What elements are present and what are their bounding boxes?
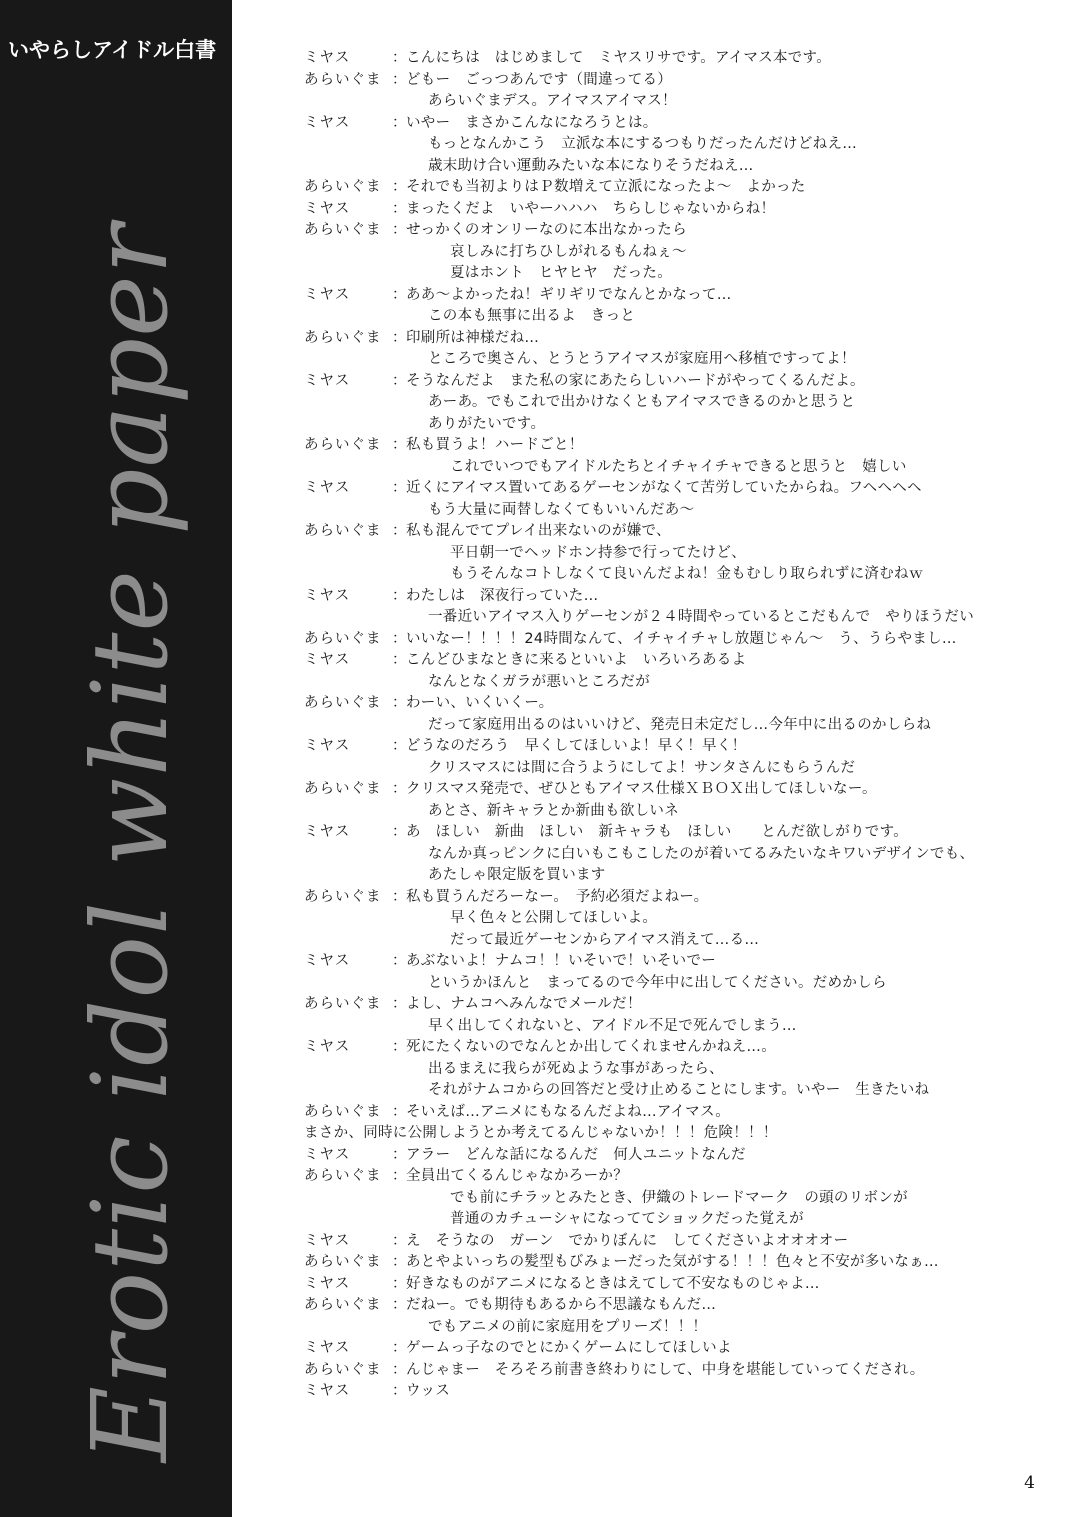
- dialogue-text: 早く出してくれないと、アイドル不足で死んでしまう…: [428, 1017, 797, 1034]
- dialogue-text: 全員出てくるんじゃなかろーか？: [406, 1168, 628, 1184]
- dialogue-line: [304, 1166, 1044, 1188]
- dialogue-line: [304, 285, 1044, 307]
- dialogue-line: [304, 629, 1044, 651]
- dialogue-line: [304, 951, 1044, 973]
- dialogue-line: [304, 521, 1044, 543]
- dialogue-colon: ：: [392, 71, 407, 88]
- dialogue-speaker: あらいぐま: [304, 1361, 382, 1378]
- dialogue-colon: ：: [392, 114, 407, 131]
- dialogue-line: [304, 1360, 1044, 1382]
- dialogue-text: あ ほしい 新曲 ほしい 新キャラも ほしい とんだ欲しがりです。: [406, 824, 909, 840]
- dialogue-speaker: あらいぐま: [304, 1297, 382, 1313]
- dialogue-colon: ：: [392, 1232, 407, 1249]
- dialogue-text: んじゃまー そろそろ前書き終わりにして、中身を堪能していってくだされ。: [406, 1361, 925, 1378]
- dialogue-speaker: あらいぐま: [304, 329, 382, 346]
- dialogue-colon: ：: [392, 523, 407, 539]
- dialogue-speaker: あらいぐま: [304, 71, 382, 88]
- dialogue-text: わーい、いくいくー。: [406, 695, 554, 711]
- dialogue-text: 早く色々と公開してほしいよ。: [450, 910, 658, 926]
- dialogue-colon: ：: [392, 1297, 407, 1313]
- dialogue-colon: ：: [392, 1275, 407, 1292]
- dialogue-line: [304, 1209, 1044, 1231]
- dialogue-speaker: あらいぐま: [304, 630, 382, 647]
- dialogue-line: [304, 1381, 1044, 1403]
- dialogue-text: え そうなの ガーン でかりぼんに してくださいよオオオオー: [406, 1232, 849, 1249]
- dialogue-line: [304, 91, 1044, 113]
- japanese-title: いやらしアイドル白書: [8, 38, 217, 62]
- dialogue-colon: ：: [392, 738, 407, 754]
- dialogue-colon: ：: [392, 587, 407, 604]
- dialogue-text: せっかくのオンリーなのに本出なかったら: [406, 222, 687, 238]
- dialogue-speaker: ミヤス: [304, 50, 351, 66]
- dialogue-line: [304, 758, 1044, 780]
- dialogue-colon: ：: [392, 1254, 407, 1270]
- dialogue-speaker: ミヤス: [304, 824, 351, 840]
- dialogue-colon: ：: [392, 888, 407, 905]
- dialogue-speaker: ミヤス: [304, 200, 351, 217]
- dialogue-text: これでいつでもアイドルたちとイチャイチャできると思うと 嬉しい: [450, 458, 907, 475]
- dialogue-colon: ：: [392, 652, 407, 668]
- dialogue-colon: ：: [392, 222, 407, 238]
- dialogue-line: [304, 1274, 1044, 1296]
- dialogue-speaker: ミヤス: [304, 738, 351, 754]
- dialogue-text: そいえば…アニメにもなるんだよね…アイマス。: [406, 1103, 731, 1120]
- english-title-container: [0, 0, 232, 1517]
- dialogue-text: ところで奥さん、とうとうアイマスが家庭用へ移植ですってよ！: [428, 351, 856, 367]
- dialogue-line: [304, 414, 1044, 436]
- dialogue-line: [304, 1295, 1044, 1317]
- dialogue-line: [304, 973, 1044, 995]
- dialogue-line: [304, 113, 1044, 135]
- dialogue-text: この本も無事に出るよ きっと: [428, 308, 636, 324]
- dialogue-colon: ：: [392, 630, 407, 647]
- dialogue-text: どもー ごっつあんです（間違ってる）: [406, 71, 673, 88]
- dialogue-line: [304, 435, 1044, 457]
- dialogue-colon: ：: [392, 437, 407, 453]
- dialogue-text: それでも当初よりはＰ数増えて立派になったよ〜 よかった: [406, 179, 806, 195]
- dialogue-line: [304, 457, 1044, 479]
- dialogue-line: [304, 1102, 1044, 1124]
- dialogue-speaker: ミヤス: [304, 1039, 351, 1055]
- dialogue-text: 印刷所は神様だね…: [406, 329, 540, 346]
- dialogue-line: [304, 48, 1044, 70]
- dialogue-speaker: ミヤス: [304, 286, 351, 303]
- dialogue-colon: ：: [392, 1103, 407, 1120]
- dialogue-line: [304, 1252, 1044, 1274]
- dialogue-colon: ：: [392, 1168, 407, 1184]
- dialogue-colon: ：: [392, 286, 407, 303]
- dialogue-text: ゲームっ子なのでとにかくゲームにしてほしいよ: [406, 1340, 732, 1356]
- dialogue-text: 私も買うよ！ハードごと！: [406, 437, 584, 453]
- dialogue-line: [304, 715, 1044, 737]
- dialogue-line: [304, 70, 1044, 92]
- dialogue-line: [304, 1338, 1044, 1360]
- dialogue-line: [304, 1080, 1044, 1102]
- dialogue-text: でもアニメの前に家庭用をプリーズ！！！: [428, 1318, 708, 1335]
- dialogue-line: [304, 543, 1044, 565]
- dialogue-text: 好きなものがアニメになるときはえてして不安なものじゃよ…: [406, 1275, 820, 1292]
- dialogue-text: あたしゃ限定版を買います: [428, 867, 606, 883]
- dialogue-line: [304, 930, 1044, 952]
- dialogue-line: まさか、同時に公開しようとか考えてるんじゃないか！！！危険！！！: [304, 1125, 778, 1141]
- dialogue-text: あらいぐまデス。アイマスアイマス！: [428, 93, 677, 109]
- dialogue-speaker: あらいぐま: [304, 437, 382, 453]
- dialogue-text: もうそんなコトしなくて良いんだよね！金もむしり取られずに済むねｗ: [450, 566, 924, 582]
- dialogue-line: [304, 779, 1044, 801]
- dialogue-speaker: ミヤス: [304, 953, 351, 969]
- dialogue-colon: ：: [392, 695, 407, 711]
- dialogue-line: [304, 500, 1044, 522]
- dialogue-text: 哀しみに打ちひしがれるもんねぇ〜: [450, 243, 687, 260]
- dialogue-speaker: あらいぐま: [304, 695, 382, 711]
- dialogue-line: [304, 693, 1044, 715]
- dialogue-text: あとさ、新キャラとか新曲も欲しいネ: [428, 802, 680, 819]
- dialogue-line: [304, 736, 1044, 758]
- dialogue-line: [304, 1037, 1044, 1059]
- dialogue-colon: ：: [392, 996, 407, 1012]
- dialogue-line: [304, 177, 1044, 199]
- dialogue-speaker: あらいぐま: [304, 1168, 382, 1184]
- dialogue-colon: ：: [392, 329, 407, 346]
- dialogue-text: でも前にチラッとみたとき、伊織のトレードマーク の頭のリボンが: [450, 1189, 908, 1206]
- dialogue-colon: ：: [392, 1340, 407, 1356]
- dialogue-speaker: ミヤス: [304, 372, 351, 389]
- dialogue-text: 夏はホント ヒヤヒヤ だった。: [450, 265, 672, 281]
- dialogue-text: こんどひまなときに来るといいよ いろいろあるよ: [406, 652, 747, 668]
- dialogue-line: [304, 242, 1044, 264]
- dialogue-text: どうなのだろう 早くしてほしいよ！早く！早く！: [406, 738, 747, 754]
- dialogue-line: [304, 650, 1044, 672]
- dialogue-text: 普通のカチューシャになっててショックだった覚えが: [450, 1211, 804, 1227]
- dialogue-line: [304, 994, 1044, 1016]
- dialogue-speaker: あらいぐま: [304, 996, 382, 1012]
- dialogue-text: 死にたくないのでなんとか出してくれませんかねえ…。: [406, 1039, 776, 1055]
- dialogue-text: あーあ。でもこれで出かけなくともアイマスできるのかと思うと: [428, 394, 856, 410]
- dialogue-line: [304, 1317, 1044, 1339]
- dialogue-speaker: ミヤス: [304, 1275, 351, 1292]
- dialogue-text: そうなんだよ また私の家にあたらしいハードがやってくるんだよ。: [406, 372, 865, 389]
- dialogue-text: アラー どんな話になるんだ 何人ユニットなんだ: [406, 1146, 746, 1163]
- dialogue-text: よし、ナムコへみんなでメールだ！: [406, 996, 642, 1012]
- dialogue-line: [304, 156, 1044, 178]
- dialogue-text: だって最近ゲーセンからアイマス消えて…る…: [450, 931, 760, 948]
- dialogue-text: 一番近いアイマス入りゲーセンが２４時間やっているとこだもんで やりほうだい: [428, 609, 975, 625]
- dialogue-colon: ：: [392, 1146, 407, 1163]
- dialogue-line: [304, 134, 1044, 156]
- dialogue-text: あとやよいっちの髪型もびみょーだった気がする！！！色々と不安が多いなぁ…: [406, 1254, 939, 1270]
- dialogue-text: もう大量に両替しなくてもいいんだあ〜: [428, 501, 695, 518]
- dialogue-text: ああ〜よかったね！ギリギリでなんとかなって…: [406, 286, 732, 303]
- dialogue-colon: ：: [392, 480, 407, 496]
- dialogue-line: [304, 328, 1044, 350]
- dialogue-speaker: ミヤス: [304, 114, 351, 131]
- dialogue-text: なんか真っピンクに白いもこもこしたのが着いてるみたいなキワいデザインでも、: [428, 845, 975, 862]
- dialogue-colon: ：: [392, 781, 407, 797]
- dialogue-line: [304, 586, 1044, 608]
- dialogue-speaker: あらいぐま: [304, 1103, 382, 1120]
- dialogue-speaker: あらいぐま: [304, 523, 382, 539]
- dialogue-line: [304, 672, 1044, 694]
- dialogue-line: [304, 1231, 1044, 1253]
- dialogue-line: [304, 1059, 1044, 1081]
- dialogue-speaker: ミヤス: [304, 587, 351, 604]
- dialogue-text: だって家庭用出るのはいいけど、発売日未定だし…今年中に出るのかしらね: [428, 716, 932, 733]
- english-title: Erotic idol white paper: [69, 223, 191, 1462]
- dialogue-text: 出るまえに我らが死ぬような事があったら、: [428, 1060, 724, 1077]
- dialogue-colon: ：: [392, 1361, 407, 1378]
- dialogue-text: もっとなんかこう 立派な本にするつもりだったんだけどねえ…: [428, 136, 858, 152]
- dialogue-speaker: あらいぐま: [304, 179, 382, 195]
- dialogue-text: 近くにアイマス置いてあるゲーセンがなくて苦労していたからね。フヘヘヘヘ: [406, 480, 922, 496]
- dialogue-text: いいなー！！！！24時間なんて、イチャイチャし放題じゃん〜 う、うらやまし…: [406, 630, 957, 647]
- dialogue-text: クリスマスには間に合うようにしてよ！サンタさんにもらうんだ: [428, 759, 856, 776]
- dialogue-line: [304, 371, 1044, 393]
- dialogue-text: ありがたいです。: [428, 415, 546, 432]
- dialogue-colon: ：: [392, 179, 407, 195]
- dialogue-line: [304, 887, 1044, 909]
- dialogue-text: だねー。でも期待もあるから不思議なもんだ…: [406, 1297, 717, 1313]
- dialogue-text: というかほんと まってるので今年中に出してください。だめかしら: [428, 974, 887, 991]
- dialogue-text: 私も買うんだろーなー。 予約必須だよねー。: [406, 888, 709, 905]
- dialogue-text: それがナムコからの回答だと受け止めることにします。いやー 生きたいね: [428, 1082, 930, 1098]
- dialogue-text: いやー まさかこんなになろうとは。: [406, 114, 658, 131]
- dialogue-text: わたしは 深夜行っていた…: [406, 587, 599, 604]
- dialogue-speaker: ミヤス: [304, 652, 351, 668]
- dialogue-speaker: あらいぐま: [304, 222, 382, 238]
- dialogue-text: クリスマス発売で、ぜひともアイマス仕様ＸＢＯＸ出してほしいなー。: [406, 781, 877, 797]
- dialogue-line: [304, 564, 1044, 586]
- dialogue-line: [304, 478, 1044, 500]
- dialogue-colon: ：: [392, 824, 407, 840]
- dialogue-speaker: ミヤス: [304, 1383, 351, 1399]
- dialogue-text: まったくだよ いやーハハハ ちらしじゃないからね！: [406, 200, 776, 217]
- dialogue-line: [304, 1016, 1044, 1038]
- dialogue-colon: ：: [392, 50, 407, 66]
- dialogue-speaker: ミヤス: [304, 1340, 351, 1356]
- dialogue-speaker: ミヤス: [304, 1232, 351, 1249]
- dialogue-colon: ：: [392, 372, 407, 389]
- dialogue-text: なんとなくガラが悪いところだが: [428, 673, 650, 690]
- dialogue-line: [304, 306, 1044, 328]
- dialogue-text: ウッス: [406, 1383, 451, 1399]
- dialogue-line: [304, 199, 1044, 221]
- dialogue-line: [304, 1188, 1044, 1210]
- dialogue-text: こんにちは はじめまして ミヤスリサです。アイマス本です。: [406, 50, 831, 66]
- dialogue-line: [304, 822, 1044, 844]
- dialogue-speaker: ミヤス: [304, 480, 351, 496]
- dialogue-line: [304, 349, 1044, 371]
- cover-band: [0, 0, 232, 1517]
- dialogue-colon: ：: [392, 1039, 407, 1055]
- dialogue-colon: ：: [392, 953, 407, 969]
- dialogue-line: [304, 1145, 1044, 1167]
- dialogue-line: [304, 607, 1044, 629]
- dialogue-text: 私も混んでてプレイ出来ないのが嫌で、: [406, 523, 671, 539]
- dialogue-speaker: あらいぐま: [304, 888, 382, 905]
- dialogue-colon: ：: [392, 200, 407, 217]
- dialogue-text: あぶないよ！ナムコ！！いそいで！いそいでー: [406, 953, 717, 969]
- dialogue-line: [304, 801, 1044, 823]
- dialogue-transcript: [304, 48, 1044, 1403]
- dialogue-line: [304, 865, 1044, 887]
- page-number: 4: [1024, 1473, 1035, 1493]
- dialogue-line: [304, 844, 1044, 866]
- dialogue-speaker: ミヤス: [304, 1146, 351, 1163]
- dialogue-line: [304, 908, 1044, 930]
- dialogue-line: [304, 220, 1044, 242]
- dialogue-colon: ：: [392, 1383, 407, 1399]
- dialogue-speaker: あらいぐま: [304, 1254, 382, 1270]
- dialogue-text: 平日朝一でヘッドホン持参で行ってたけど、: [450, 544, 746, 561]
- dialogue-text: 歳末助け合い運動みたいな本になりそうだねえ…: [428, 157, 754, 174]
- dialogue-line: [304, 392, 1044, 414]
- dialogue-line: [304, 263, 1044, 285]
- dialogue-speaker: あらいぐま: [304, 781, 382, 797]
